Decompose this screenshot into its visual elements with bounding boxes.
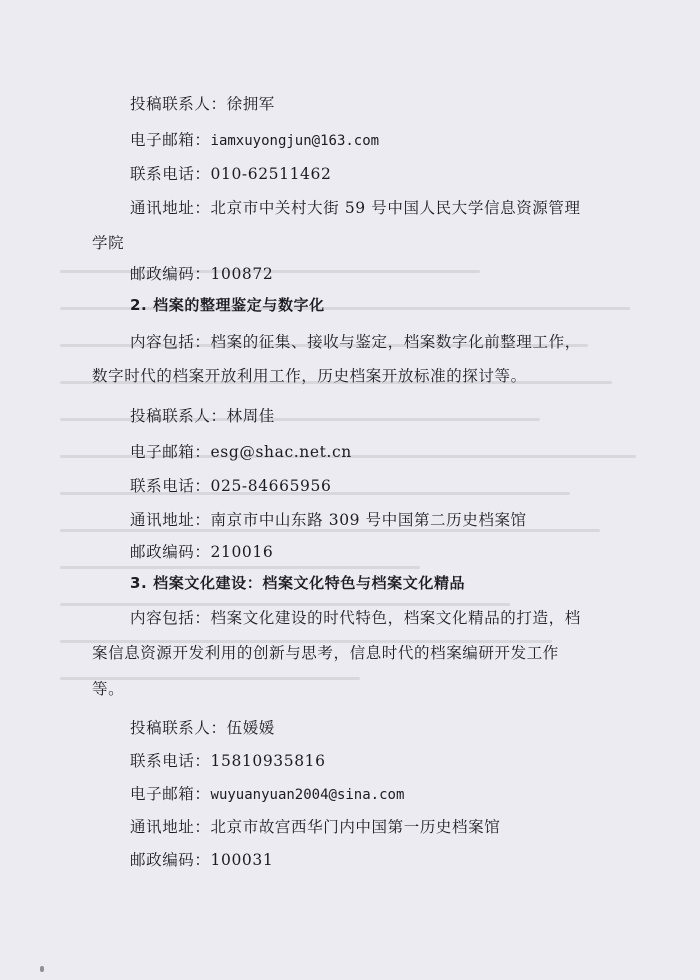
s2-postal: 210016 <box>210 543 274 561</box>
s2-email-row <box>130 440 352 462</box>
s3-email: wuyuanyuan2004@sina.com <box>210 787 405 803</box>
paper-speck <box>40 966 44 972</box>
s3-postal-label: 邮政编码： <box>130 851 211 869</box>
s2-phone-row <box>130 474 331 496</box>
s3-heading: 3. 档案文化建设：档案文化特色与档案文化精品 <box>130 574 466 592</box>
s2-heading: 2. 档案的整理鉴定与数字化 <box>130 296 325 314</box>
s1-postal: 100872 <box>210 265 274 283</box>
s1-postal-label: 邮政编码： <box>130 265 211 283</box>
s2-postal-row <box>130 540 273 562</box>
s1-address-label: 通讯地址： <box>130 199 211 217</box>
s2-address-label: 通讯地址： <box>130 511 211 529</box>
s3-content-line1: 内容包括：档案文化建设的时代特色，档案文化精品的打造，档 <box>130 609 581 627</box>
s1-address-line2: 学院 <box>92 234 125 252</box>
show-through-texture <box>60 270 660 870</box>
s2-postal-label: 邮政编码： <box>130 543 211 561</box>
s1-email-row <box>130 128 379 150</box>
s3-address: 北京市故宫西华门内中国第一历史档案馆 <box>210 818 501 836</box>
s3-address-row <box>130 815 500 837</box>
s2-content-line2: 数字时代的档案开放利用工作，历史档案开放标准的探讨等。 <box>92 367 527 385</box>
s3-email-label: 电子邮箱： <box>130 785 211 803</box>
s2-contact-name: 林周佳 <box>226 407 275 425</box>
s1-contact-label: 投稿联系人： <box>130 95 227 113</box>
s1-contact-name: 徐拥军 <box>226 95 275 113</box>
s2-content-line1: 内容包括：档案的征集、接收与鉴定，档案数字化前整理工作， <box>130 333 581 351</box>
s1-address-row <box>130 196 581 218</box>
s2-email: esg@shac.net.cn <box>210 443 352 461</box>
s2-phone-label: 联系电话： <box>130 477 211 495</box>
s3-postal: 100031 <box>210 851 274 869</box>
s2-contact-row <box>130 404 275 426</box>
s1-contact-row <box>130 92 275 114</box>
s2-address-row <box>130 508 527 530</box>
s1-email-label: 电子邮箱： <box>130 131 211 149</box>
s3-email-row <box>130 782 404 804</box>
s2-phone: 025-84665956 <box>210 477 332 495</box>
s3-phone: 15810935816 <box>210 752 326 770</box>
s1-email: iamxuyongjun@163.com <box>210 133 380 149</box>
s3-phone-row <box>130 749 326 771</box>
s3-phone-label: 联系电话： <box>130 752 211 770</box>
s2-contact-label: 投稿联系人： <box>130 407 227 425</box>
s1-phone: 010-62511462 <box>210 165 332 183</box>
s3-content-line3: 等。 <box>92 680 125 698</box>
s3-postal-row <box>130 848 273 870</box>
s1-address-line1: 北京市中关村大街 59 号中国人民大学信息资源管理 <box>210 199 581 217</box>
s3-contact-row <box>130 716 275 738</box>
s2-email-label: 电子邮箱： <box>130 443 211 461</box>
s3-address-label: 通讯地址： <box>130 818 211 836</box>
s1-phone-row <box>130 162 331 184</box>
s3-content-line2: 案信息资源开发利用的创新与思考，信息时代的档案编研开发工作 <box>92 644 559 662</box>
s1-postal-row <box>130 262 273 284</box>
s3-contact-label: 投稿联系人： <box>130 719 227 737</box>
s2-address: 南京市中山东路 309 号中国第二历史档案馆 <box>210 511 527 529</box>
s1-phone-label: 联系电话： <box>130 165 211 183</box>
s3-contact-name: 伍媛媛 <box>226 719 275 737</box>
